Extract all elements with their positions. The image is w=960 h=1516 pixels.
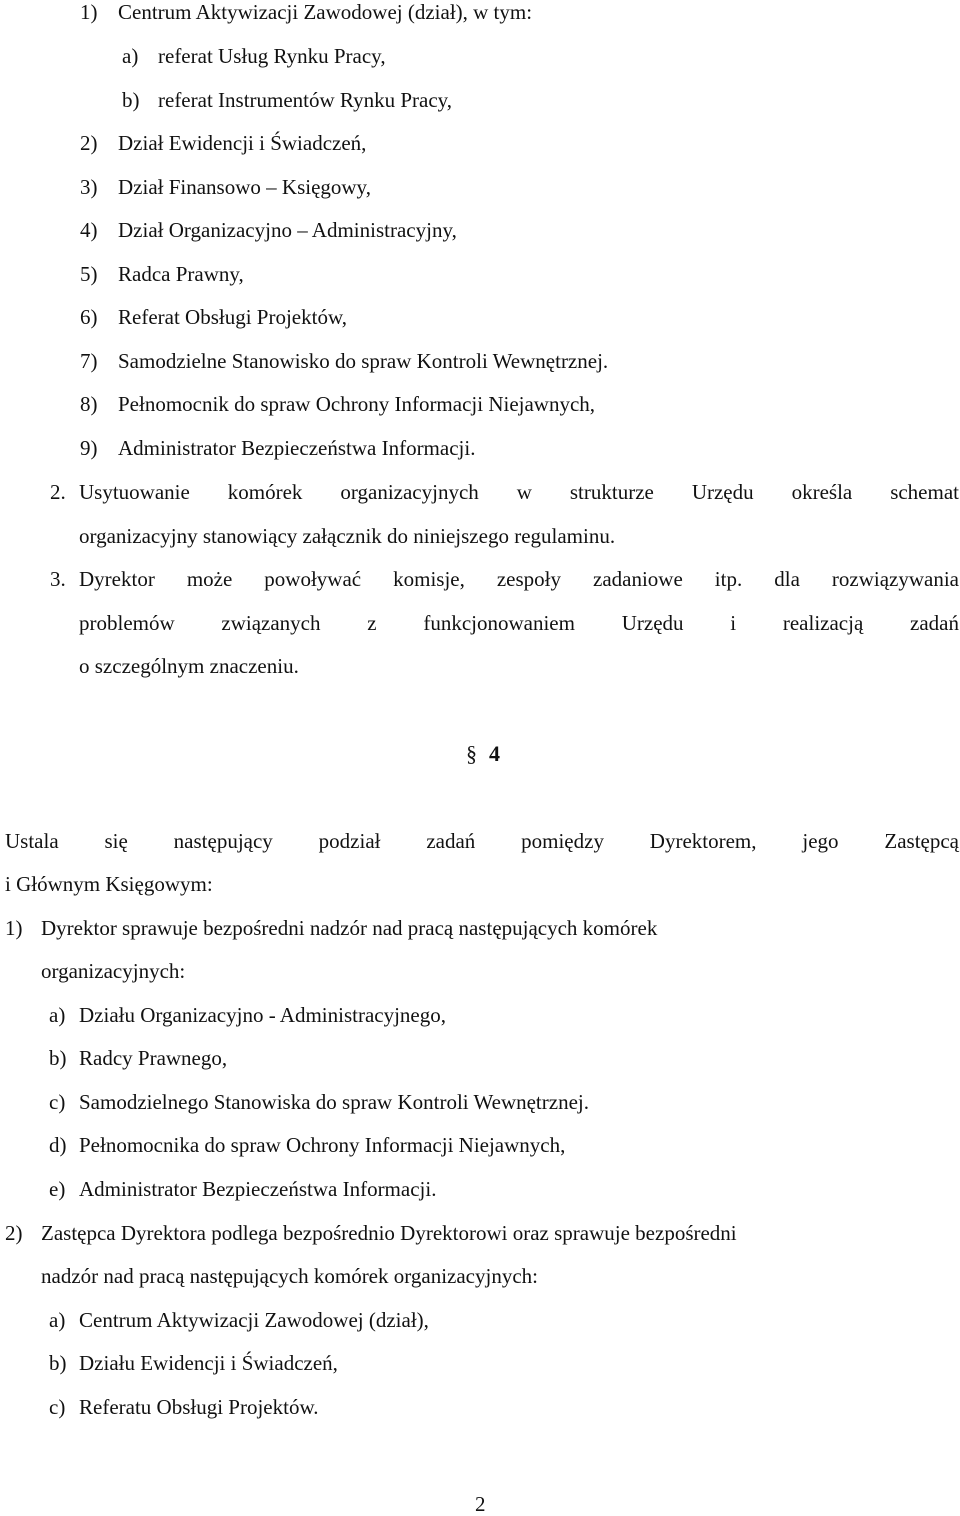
paragraph-line: problemów związanych z funkcjonowaniem Urzędu i realizacją zadań [79,611,959,635]
sublist-item-text: Działu Organizacyjno - Administracyjnego, [79,1003,447,1027]
paragraph-line: i Głównym Księgowym: [5,872,213,896]
sublist-item-text: Samodzielnego Stanowiska do spraw Kontroli Wewnętrznej. [79,1090,589,1114]
sublist-item-text: Pełnomocnika do spraw Ochrony Informacji Niejawnych, [79,1133,566,1157]
sublist-item-text: Centrum Aktywizacji Zawodowej (dział), [79,1308,429,1332]
sublist-letter: a) [49,1308,66,1332]
sublist-item-text: referat Instrumentów Rynku Pracy, [158,88,453,112]
sublist-letter: c) [49,1090,66,1114]
list-item-text: Zastępca Dyrektora podlega bezpośrednio Dyrektorowi oraz sprawuje bezpośredni [41,1221,737,1245]
list-number: 1) [80,0,98,24]
section-symbol: § [466,741,477,766]
sublist-letter: c) [49,1395,66,1419]
sublist-letter: a) [122,44,139,68]
list-item-text: Dyrektor sprawuje bezpośredni nadzór nad pracą następujących komórek [41,916,658,940]
list-item-text: Dział Organizacyjno – Administracyjny, [118,218,457,242]
list-number: 7) [80,349,98,373]
list-item-text: Pełnomocnik do spraw Ochrony Informacji Niejawnych, [118,392,596,416]
sublist-letter: b) [122,88,140,112]
page-number: 2 [475,1492,486,1516]
list-item-text: Radca Prawny, [118,262,244,286]
sublist-letter: b) [49,1351,67,1375]
section-number: 4 [489,741,500,766]
list-item-text: Administrator Bezpieczeństwa Informacji. [118,436,476,460]
sublist-letter: b) [49,1046,67,1070]
list-number: 3) [80,175,98,199]
list-item-text: Centrum Aktywizacji Zawodowej (dział), w tym: [118,0,533,24]
sublist-letter: e) [49,1177,66,1201]
list-item-text: organizacyjnych: [41,959,186,983]
point-number: 2. [50,480,66,504]
sublist-item-text: Działu Ewidencji i Świadczeń, [79,1351,338,1375]
list-number: 8) [80,392,98,416]
list-number: 1) [5,916,23,940]
sublist-item-text: Referatu Obsługi Projektów. [79,1395,319,1419]
list-item-text: Dział Finansowo – Księgowy, [118,175,371,199]
paragraph-line: organizacyjny stanowiący załącznik do niniejszego regulaminu. [79,524,616,548]
sublist-item-text: Radcy Prawnego, [79,1046,228,1070]
list-item-text: Referat Obsługi Projektów, [118,305,348,329]
list-number: 2) [80,131,98,155]
paragraph-line: o szczególnym znaczeniu. [79,654,299,678]
sublist-letter: a) [49,1003,66,1027]
list-item-text: Dział Ewidencji i Świadczeń, [118,131,367,155]
list-number: 4) [80,218,98,242]
paragraph-line: Usytuowanie komórek organizacyjnych w strukturze Urzędu określa schemat [79,480,959,504]
sublist-letter: d) [49,1133,67,1157]
paragraph-line: Dyrektor może powoływać komisje, zespoły zadaniowe itp. dla rozwiązywania [79,567,959,591]
list-number: 9) [80,436,98,460]
list-item-text: Samodzielne Stanowisko do spraw Kontroli Wewnętrznej. [118,349,609,373]
list-number: 5) [80,262,98,286]
point-number: 3. [50,567,66,591]
section-heading [466,740,500,768]
list-item-text: nadzór nad pracą następujących komórek organizacyjnych: [41,1264,538,1288]
list-number: 2) [5,1221,23,1245]
sublist-item-text: Administrator Bezpieczeństwa Informacji. [79,1177,437,1201]
sublist-item-text: referat Usług Rynku Pracy, [158,44,386,68]
list-number: 6) [80,305,98,329]
paragraph-line: Ustala się następujący podział zadań pomiędzy Dyrektorem, jego Zastępcą [5,829,959,853]
